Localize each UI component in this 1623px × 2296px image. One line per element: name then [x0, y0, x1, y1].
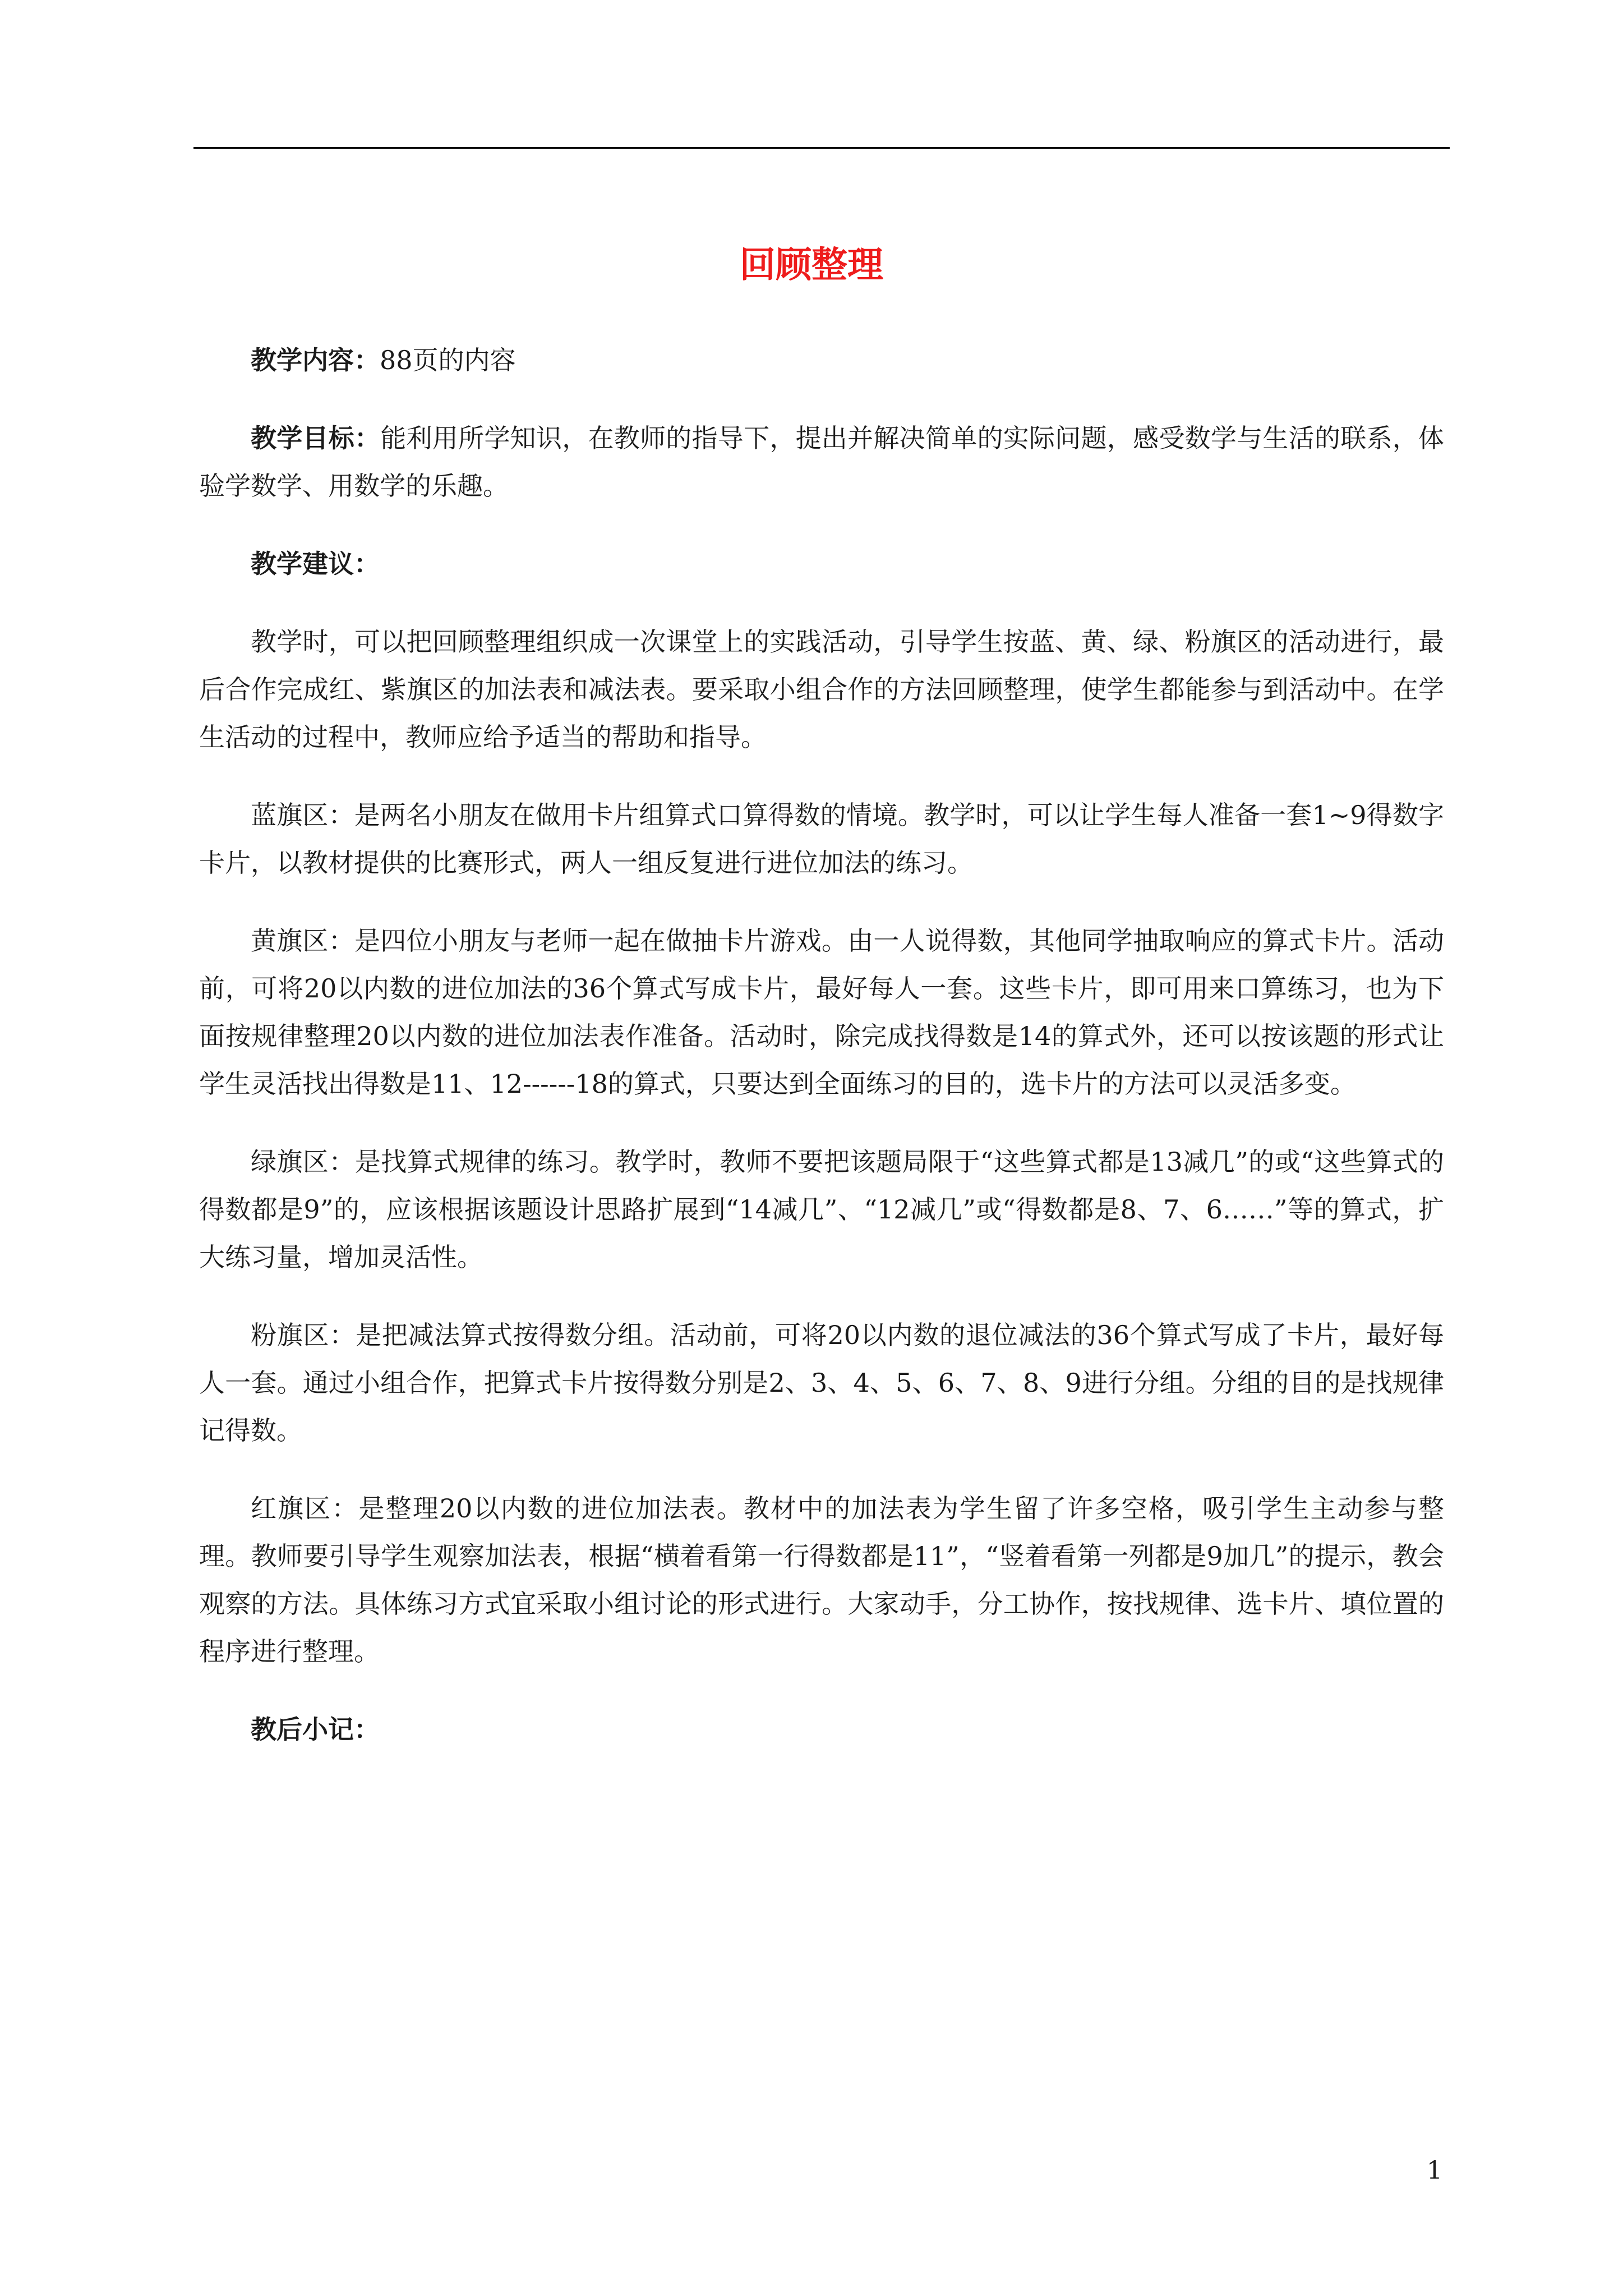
- advice-label: 教学建议：: [251, 549, 380, 579]
- paragraph-intro: 教学时，可以把回顾整理组织成一次课堂上的实践活动，引导学生按蓝、黄、绿、粉旗区的活动进行，最后合作完成红、紫旗区的加法表和减法表。要采取小组合作的方法回顾整理，使学生都能参与到活动中。在学生活动的过程中，教师应给予适当的帮助和指导。: [199, 627, 1444, 752]
- section-content: [199, 337, 1444, 384]
- paragraph-blue-flag: 蓝旗区：是两名小朋友在做用卡片组算式口算得数的情境。教学时，可以让学生每人准备一套1~9得数字卡片，以教材提供的比赛形式，两人一组反复进行进位加法的练习。: [199, 800, 1444, 878]
- section-advice: [199, 540, 1444, 588]
- content-label: 教学内容：: [251, 345, 380, 375]
- content-text: 88页的内容: [380, 345, 516, 375]
- header-rule: [193, 147, 1450, 149]
- goal-text: 能利用所学知识，在教师的指导下，提出并解决简单的实际问题，感受数学与生活的联系，体验学数学、用数学的乐趣。: [199, 423, 1445, 501]
- paragraph-pink-flag: 粉旗区：是把减法算式按得数分组。活动前，可将20以内数的退位减法的36个算式写成了卡片，最好每人一套。通过小组合作，把算式卡片按得数分别是2、3、4、5、6、7、8、9进行分组。分组的目的是找规律记得数。: [199, 1320, 1444, 1446]
- paragraph-green-flag: 绿旗区：是找算式规律的练习。教学时，教师不要把该题局限于“这些算式都是13减几”的或“这些算式的得数都是9”的，应该根据该题设计思路扩展到“14减几”、“12减几”或“得数都是8、7、6……”等的算式，扩大练习量，增加灵活性。: [199, 1147, 1444, 1272]
- page-title: 回顾整理: [740, 244, 883, 286]
- section-goal: [199, 415, 1444, 510]
- document-body: [199, 337, 1444, 1754]
- notes-label: 教后小记：: [251, 1714, 380, 1745]
- paragraph-red-flag: 红旗区：是整理20以内数的进位加法表。教材中的加法表为学生留了许多空格，吸引学生主动参与整理。教师要引导学生观察加法表，根据“横着看第一行得数都是11”，“竖着看第一列都是9加几”的提示，教会观察的方法。具体练习方式宜采取小组讨论的形式进行。大家动手，分工协作，按找规律、选卡片、填位置的程序进行整理。: [199, 1493, 1444, 1667]
- page-number: 1: [1427, 2156, 1442, 2185]
- goal-label: 教学目标：: [251, 423, 381, 453]
- paragraph-yellow-flag: 黄旗区：是四位小朋友与老师一起在做抽卡片游戏。由一人说得数，其他同学抽取响应的算式卡片。活动前，可将20以内数的进位加法的36个算式写成卡片，最好每人一套。这些卡片，即可用来口算练习，也为下面按规律整理20以内数的进位加法表作准备。活动时，除完成找得数是14的算式外，还可以按该题的形式让学生灵活找出得数是11、12------18的算式，只要达到全面练习的目的，选卡片的方法可以灵活多变。: [199, 926, 1444, 1099]
- section-notes: [199, 1706, 1444, 1754]
